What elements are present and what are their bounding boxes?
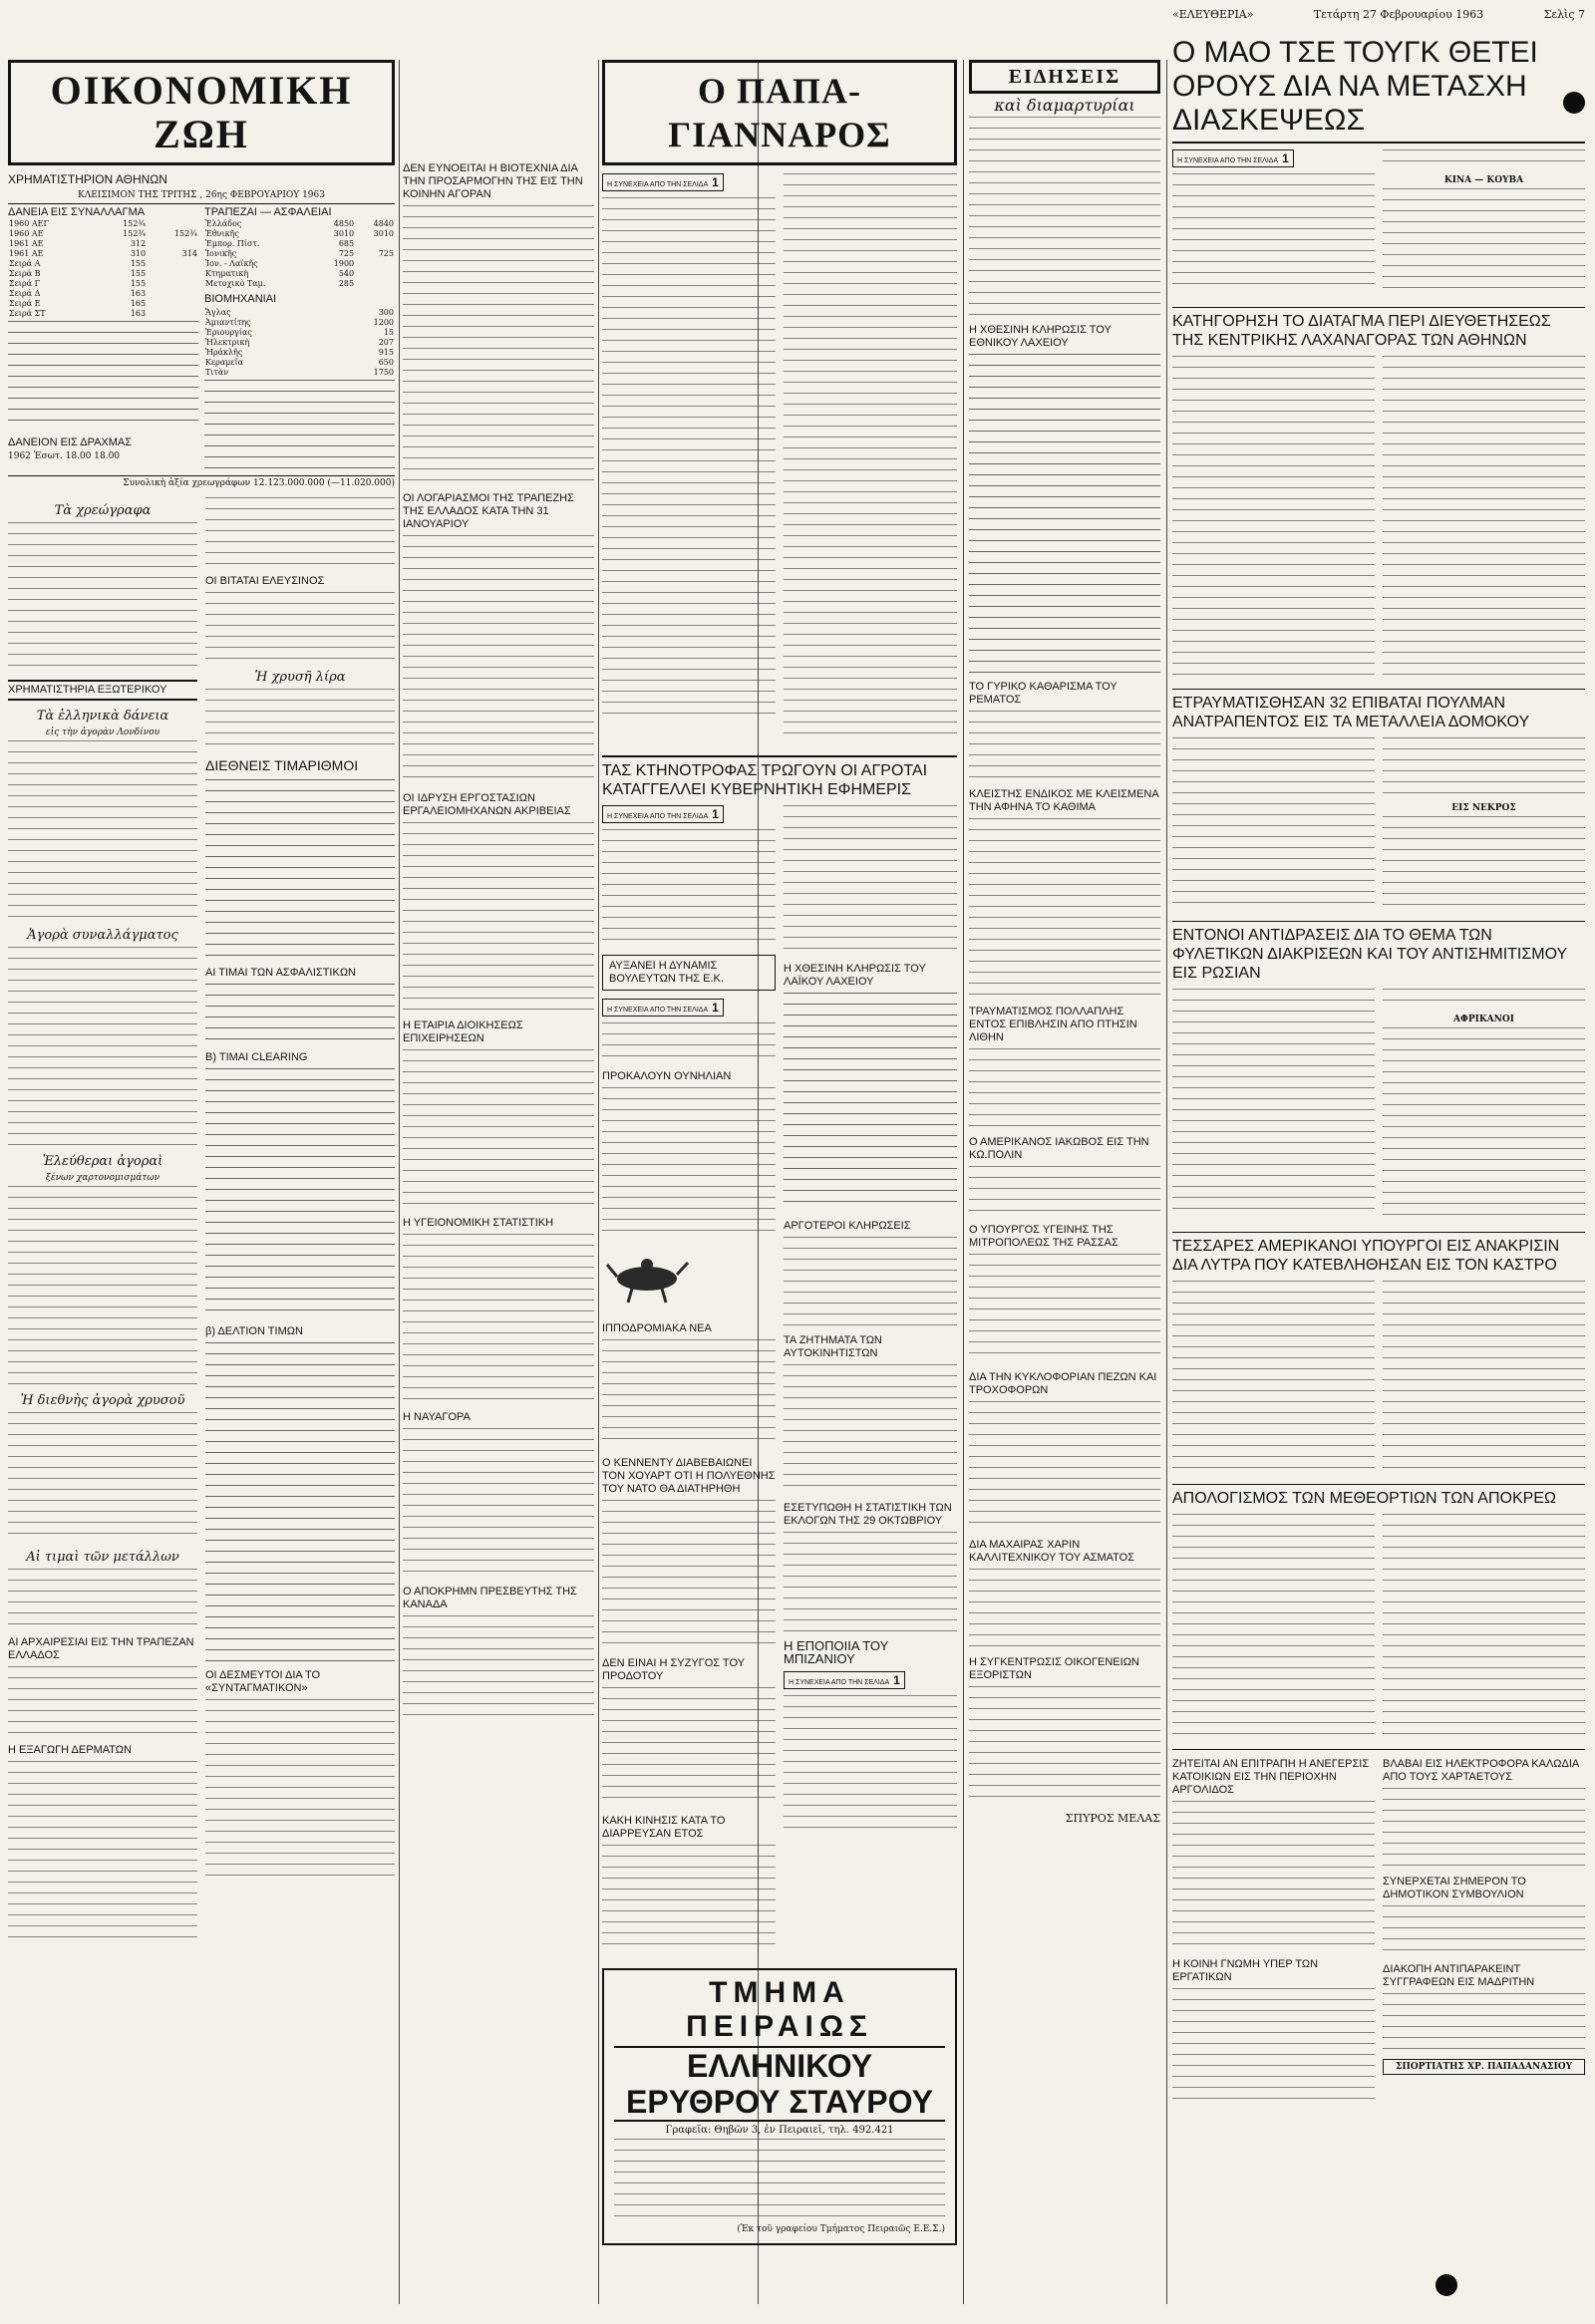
drachma-loans-row: 1962 Ἐσωτ. 18.00 18.00 xyxy=(8,451,121,461)
table-row xyxy=(204,308,395,318)
article-text xyxy=(969,818,1160,998)
table-row xyxy=(8,269,198,279)
table-cell: 163 xyxy=(130,289,147,298)
table-cell: Ἀμιαντίτης xyxy=(205,318,251,327)
article-text xyxy=(403,1234,594,1403)
continuation-tag xyxy=(602,805,724,823)
table-cell: Τιτὰν xyxy=(205,368,229,377)
table-cell xyxy=(355,259,395,269)
table-text-lines xyxy=(204,380,395,469)
pappas-column-1 xyxy=(602,171,776,747)
industry-title: ΒΙΟΜΗΧΑΝΙΑΙ xyxy=(204,293,277,305)
section-head: ΤΟ ΓΥΡΙΚΟ ΚΑΘΑΡΙΣΜΑ ΤΟΥ ΡΕΜΑΤΟΣ xyxy=(969,681,1117,706)
article-text xyxy=(1172,173,1375,293)
table-row xyxy=(204,229,395,239)
article-text xyxy=(1172,737,1375,907)
table-text-lines xyxy=(205,984,395,1043)
lead-headline: Ο ΜΑΟ ΤΣΕ ΤΟΥΓΚ ΘΕΤΕΙ ΟΡΟΥΣ ΔΙΑ ΝΑ ΜΕΤΑΣΧΗ ΔΙΑΣΚΕΨΕΩΣ xyxy=(1172,36,1585,144)
lead-column-1 xyxy=(1172,147,1375,299)
article-text xyxy=(969,117,1160,316)
text-column xyxy=(1383,735,1585,913)
two-col-block xyxy=(1172,1512,1585,1749)
table-cell: 155 xyxy=(130,259,147,268)
section-head: Η ΚΟΙΝΗ ΓΝΩΜΗ ΥΠΕΡ ΤΩΝ ΕΡΓΑΤΙΚΩΝ xyxy=(1172,1958,1319,1983)
continuation-tag xyxy=(784,1671,905,1689)
byline: ΣΠΥΡΟΣ ΜΕΛΑΣ xyxy=(1065,1812,1160,1825)
article-text xyxy=(1383,737,1585,797)
economic-subcolumns xyxy=(8,495,395,1946)
article-text xyxy=(1172,1514,1375,1743)
loans-table-wrap xyxy=(8,206,198,475)
table-cell: 15 xyxy=(383,328,394,337)
continuation-label: Η ΣΥΝΕΧΕΙΑ ΑΠΟ ΤΗΝ ΣΕΛΙΔΑ xyxy=(607,181,709,188)
section-head: Ο ΚΕΝΝΕΝΤΥ ΔΙΑΒΕΒΑΙΩΝΕΙ ΤΟΝ ΧΟΥΑΡΤ ΟΤΙ Η ΠΟΛΥΕΘΝΗΣ ΤΟΥ ΝΑΤΟ ΘΑ ΔΙΑΤΗΡΗΘΗ xyxy=(602,1457,776,1495)
article-headline: ΕΝΤΟΝΟΙ ΑΝΤΙΔΡΑΣΕΙΣ ΔΙΑ ΤΟ ΘΕΜΑ ΤΩΝ ΦΥΛΕΤΙΚΩΝ ΔΙΑΚΡΙΣΕΩΝ ΚΑΙ ΤΟΥ ΑΝΤΙΣΗΜΙΤΙΣΜΟΥ ΕΙΣ ΡΩΣΙΑΝ xyxy=(1172,921,1585,983)
table-cell: 207 xyxy=(378,338,394,347)
table-row xyxy=(204,358,395,368)
article-text xyxy=(602,1500,776,1649)
table-cell: 725 xyxy=(338,249,355,258)
section-head: Ἐλεύθεραι ἀγοραὶ xyxy=(42,1154,163,1169)
continuation-tag xyxy=(1172,149,1294,167)
section-head: Η ΕΤΑΙΡΙΑ ΔΙΟΙΚΗΣΕΩΣ ΕΠΙΧΕΙΡΗΣΕΩΝ xyxy=(403,1019,523,1044)
section-head: ΔΕΝ ΕΥΝΟΕΙΤΑΙ Η ΒΙΟΤΕΧΝΙΑ ΔΙΑ ΤΗΝ ΠΡΟΣΑΡΜΟΓΗΝ ΤΗΣ ΕΙΣ ΤΗΝ ΚΟΙΝΗΝ ΑΓΟΡΑΝ xyxy=(403,162,583,200)
column-rule xyxy=(963,60,964,2304)
section-head: ΤΡΑΥΜΑΤΙΣΜΟΣ ΠΟΛΛΑΠΛΗΣ ΕΝΤΟΣ ΕΠΙΒΛΗΣΙΝ ΑΠΟ ΠΤΗΣΙΝ ΛΙΘΗΝ xyxy=(969,1006,1137,1043)
article-text xyxy=(1383,149,1585,169)
article-text xyxy=(602,829,776,949)
article-text xyxy=(784,805,957,955)
section-head: ΔΙΑ ΜΑΧΑΙΡΑΣ ΧΑΡΙΝ ΚΑΛΛΙΤΕΧΝΙΚΟΥ ΤΟΥ ΑΣΜΑΤΟΣ xyxy=(969,1539,1135,1564)
section-head: ΚΛΕΙΣΤΗΣ ΕΝΔΙΚΟΣ ΜΕ ΚΛΕΙΣΜΕΝΑ ΤΗΝ ΑΦΗΝΑ ΤΟ ΚΑΘΙΜΑ xyxy=(969,788,1159,813)
article-text xyxy=(969,1569,1160,1648)
section-head: Ο ΑΠΟΚΡΗΜΝ ΠΡΕΣΒΕΥΤΗΣ ΤΗΣ ΚΑΝΑΔΑ xyxy=(403,1586,577,1610)
section-head: Β) ΤΙΜΑΙ CLEARING xyxy=(205,1051,308,1063)
article-text xyxy=(1383,1905,1585,1955)
exchange-subtitle: ΚΛΕΙΣΙΜΟΝ ΤΗΣ ΤΡΙΤΗΣ , 26ης ΦΕΒΡΟΥΑΡΙΟΥ 1963 xyxy=(78,190,325,200)
two-col-block xyxy=(1172,987,1585,1224)
economic-subcolumn-b xyxy=(205,495,395,1946)
section-head: ΟΙ ΔΕΣΜΕΥΤΟΙ ΔΙΑ ΤΟ «ΣΥΝΤΑΓΜΑΤΙΚΟΝ» xyxy=(205,1669,321,1694)
table-cell: Σειρά Β xyxy=(9,269,41,278)
table-cell xyxy=(147,239,198,249)
section-head: ΒΛΑΒΑΙ ΕΙΣ ΗΛΕΚΤΡΟΦΟΡΑ ΚΑΛΩΔΙΑ ΑΠΟ ΤΟΥΣ ΧΑΡΤΑΕΤΟΥΣ xyxy=(1383,1758,1579,1783)
table-cell xyxy=(147,219,198,229)
article-text xyxy=(784,1695,957,1835)
text-column xyxy=(784,803,957,1960)
table-cell: 1750 xyxy=(373,368,394,377)
table-cell: Ἐριουργίας xyxy=(205,328,252,337)
side-head: ΕΙΣ ΝΕΚΡΟΣ xyxy=(1451,803,1516,813)
red-cross-advert xyxy=(602,1968,957,2245)
section-head: Η ΧΘΕΣΙΝΗ ΚΛΗΡΩΣΙΣ ΤΟΥ ΕΘΝΙΚΟΥ ΛΑΧΕΙΟΥ xyxy=(969,324,1112,349)
advert-subtitle: ΕΛΛΗΝΙΚΟΥ ΕΡΥΘΡΟΥ ΣΤΑΥΡΟΥ xyxy=(614,2046,945,2122)
advert-text xyxy=(614,2139,945,2218)
article-text xyxy=(969,1048,1160,1128)
table-cell: Κεραμεῖα xyxy=(205,358,244,367)
article-text xyxy=(8,947,197,1146)
table-cell xyxy=(147,259,198,269)
continuation-page: 1 xyxy=(712,1001,719,1015)
section-head: ΚΑΚΗ ΚΙΝΗΣΙΣ ΚΑΤΑ ΤΟ ΔΙΑΡΡΕΥΣΑΝ ΕΤΟΣ xyxy=(602,1815,726,1840)
article-text xyxy=(403,822,594,1012)
article-text xyxy=(205,592,395,662)
news-subtitle: καὶ διαμαρτυρίαι xyxy=(994,96,1135,115)
two-col-block xyxy=(602,803,957,1960)
article-text xyxy=(602,1845,776,1954)
section-head: ΤΑ ΖΗΤΗΜΑΤΑ ΤΩΝ ΑΥΤΟΚΙΝΗΤΙΣΤΩΝ xyxy=(784,1334,882,1359)
advert-address: Γραφεῖα: Θηβῶν 3, ἐν Πειραιεῖ, τηλ. 492.421 xyxy=(665,2125,894,2136)
table-row xyxy=(204,338,395,348)
text-column xyxy=(1383,987,1585,1224)
economic-subcolumn-a xyxy=(8,495,197,1946)
two-col-block xyxy=(1172,354,1585,681)
article-text xyxy=(1383,1788,1585,1868)
economic-column-c xyxy=(403,154,594,2324)
article-text xyxy=(784,173,957,741)
doctor-advert: ΣΠΟΡΤΙΑΤΗΣ ΧΡ. ΠΑΠΑΔΑΝΑΣΙΟΥ xyxy=(1383,2059,1585,2075)
article-headline: ΑΠΟΛΟΓΙΣΜΟΣ ΤΩΝ ΜΕΘΕΟΡΤΙΩΝ ΤΩΝ ΑΠΟΚΡΕΩ xyxy=(1172,1484,1585,1508)
article-headline: ΤΑΣ ΚΤΗΝΟΤΡΟΦΑΣ ΤΡΩΓΟΥΝ ΟΙ ΑΓΡΟΤΑΙ ΚΑΤΑΓΓΕΛΛΕΙ ΚΥΒΕΡΝΗΤΙΚΗ ΕΦΗΜΕΡΙΣ xyxy=(602,755,957,799)
news-masthead: ΕΙΔΗΣΕΙΣ xyxy=(969,60,1160,94)
section-head: β) ΔΕΛΤΙΟΝ ΤΙΜΩΝ xyxy=(205,1325,303,1337)
table-row xyxy=(8,299,198,309)
table-cell: Ἄγλας xyxy=(205,308,231,317)
table-cell xyxy=(355,279,395,289)
article-text xyxy=(8,1666,197,1736)
section-masthead: ΟΙΚΟΝΟΜΙΚΗ ΖΩΗ xyxy=(8,60,395,165)
table-row xyxy=(8,289,198,299)
table-cell: 3010 xyxy=(373,229,394,238)
economic-section xyxy=(8,60,395,2324)
article-text xyxy=(1383,188,1585,288)
article-text xyxy=(969,1166,1160,1216)
article-text xyxy=(602,1687,776,1807)
article-text xyxy=(205,689,395,748)
text-column xyxy=(1172,1750,1375,2114)
pappas-columns xyxy=(602,171,957,747)
article-headline: ΕΤΡΑΥΜΑΤΙΣΘΗΣΑΝ 32 ΕΠΙΒΑΤΑΙ ΠΟΥΛΜΑΝ ΑΝΑΤΡΑΠΕΝΤΟΣ ΕΙΣ ΤΑ ΜΕΤΑΛΛΕΙΑ ΔΟΜΟΚΟΥ xyxy=(1172,689,1585,731)
papa-giannaros-article xyxy=(602,60,957,2324)
article-text xyxy=(403,1049,594,1209)
article-text xyxy=(1383,816,1585,906)
table-row xyxy=(8,309,198,319)
table-cell: Σειρά ΣΤ xyxy=(9,309,46,318)
section-head: Αἱ τιμαὶ τῶν μετάλλων xyxy=(26,1550,179,1565)
section-head: ΔΙΑ ΤΗΝ ΚΥΚΛΟΦΟΡΙΑΝ ΠΕΖΩΝ ΚΑΙ ΤΡΟΧΟΦΟΡΩΝ xyxy=(969,1371,1157,1396)
table-row xyxy=(204,368,395,378)
section-head: ΟΙ ΙΔΡΥΣΗ ΕΡΓΟΣΤΑΣΙΩΝ ΕΡΓΑΛΕΙΟΜΗΧΑΝΩΝ ΑΚΡΙΒΕΙΑΣ xyxy=(403,792,571,817)
table-cell: 312 xyxy=(130,239,147,248)
foreign-news-column xyxy=(1172,28,1585,2324)
table-text-lines xyxy=(205,1068,395,1317)
table-cell xyxy=(147,279,198,289)
table-cell: 1960 ΑΕΓ xyxy=(9,219,50,228)
section-head: Η ΝΑΥΑΓΟΡΑ xyxy=(403,1411,471,1423)
table-row xyxy=(8,259,198,269)
section-head: ΙΠΠΟΔΡΟΜΙΑΚΑ ΝΕΑ xyxy=(602,1322,712,1334)
continuation-page: 1 xyxy=(893,1673,900,1687)
table-cell: 310 xyxy=(130,249,147,258)
table-cell: 152¾ xyxy=(123,229,147,238)
table-cell: 725 xyxy=(378,249,394,258)
article-text xyxy=(1172,989,1375,1218)
section-head: ΟΙ ΒΙΤΑΤΑΙ ΕΛΕΥΣΙΝΟΣ xyxy=(205,575,325,587)
article-text xyxy=(1383,1514,1585,1743)
section-head: ΔΙΕΘΝΕΙΣ ΤΙΜΑΡΙΘΜΟΙ xyxy=(205,757,359,773)
lead-columns xyxy=(1172,147,1585,299)
section-head: Ἡ χρυσῆ λίρα xyxy=(254,670,346,685)
section-head: Τὰ ἑλληνικὰ δάνεια xyxy=(36,709,169,724)
table-cell: Ἐθνικῆς xyxy=(205,229,239,238)
industry-table xyxy=(204,308,395,378)
pappas-column-2 xyxy=(784,171,957,747)
advert-note: (Ἐκ τοῦ γραφείου Τμήματος Πειραιῶς Ε.Ε.Σ.) xyxy=(737,2224,945,2234)
table-cell: Ἠλεκτρικὴ xyxy=(205,338,250,347)
table-cell: 300 xyxy=(378,308,394,317)
article-text xyxy=(205,497,395,567)
two-col-block xyxy=(1172,735,1585,913)
section-head: ΣΥΝΕΡΧΕΤΑΙ ΣΗΜΕΡΟΝ ΤΟ ΔΗΜΟΤΙΚΟΝ ΣΥΜΒΟΥΛΙΟΝ xyxy=(1383,1876,1526,1900)
table-cell: 165 xyxy=(130,299,147,308)
table-row xyxy=(204,269,395,279)
exchange-title: ΧΡΗΜΑΤΙΣΤΗΡΙΟΝ ΑΘΗΝΩΝ xyxy=(8,172,167,186)
continuation-page: 1 xyxy=(1282,151,1289,165)
article-text xyxy=(8,522,197,672)
section-head: Η ΧΘΕΣΙΝΗ ΚΛΗΡΩΣΙΣ ΤΟΥ ΛΑΪΚΟΥ ΛΑΧΕΙΟΥ xyxy=(784,963,926,988)
table-cell: Σειρά Ε xyxy=(9,299,41,308)
advert-title: ΤΜΗΜΑ ΠΕΙΡΑΙΩΣ xyxy=(686,1976,873,2043)
table-row xyxy=(8,249,198,259)
article-text xyxy=(1383,989,1585,1009)
article-text xyxy=(602,197,776,716)
page-number: Σελὶς 7 xyxy=(1543,8,1585,21)
section-subhead: εἰς τὴν ἀγορὰν Λονδίνου xyxy=(45,727,160,737)
lottery-numbers xyxy=(969,354,1160,673)
article-text xyxy=(1383,356,1585,675)
paper-name: «ΕΛΕΥΘΕΡΙΑ» xyxy=(1172,8,1254,21)
article-headline: ΚΑΤΗΓΟΡΗΣΗ ΤΟ ΔΙΑΤΑΓΜΑ ΠΕΡΙ ΔΙΕΥΘΕΤΗΣΕΩΣ ΤΗΣ ΚΕΝΤΡΙΚΗΣ ΛΑΧΑΝΑΓΟΡΑΣ ΤΩΝ ΑΘΗΝΩΝ xyxy=(1172,307,1585,350)
table-cell: Κτηματικὴ xyxy=(205,269,249,278)
article-text xyxy=(969,1401,1160,1531)
article-text xyxy=(1172,1281,1375,1470)
table-cell: 3010 xyxy=(333,229,355,238)
article-text xyxy=(784,1237,957,1326)
article-text xyxy=(1383,1027,1585,1217)
total-value-line: Συνολικὴ ἀξία χρεωγράφων 12.123.000.000 (—11.020.000) xyxy=(123,478,395,488)
table-cell: 155 xyxy=(130,279,147,288)
article-text xyxy=(8,1186,197,1385)
table-row xyxy=(204,328,395,338)
continuation-tag xyxy=(602,173,724,191)
page-dateline xyxy=(1172,8,1585,21)
table-cell: 650 xyxy=(378,358,394,367)
section-head: ΔΙΑΚΟΠΗ ΑΝΤΙΠΑΡΑΚΕΙΝΤ ΣΥΓΓΡΑΦΕΩΝ ΕΙΣ ΜΑΔΡΙΤΗΝ xyxy=(1383,1963,1535,1988)
lead-column-2 xyxy=(1383,147,1585,299)
text-column xyxy=(1383,1750,1585,2114)
table-cell: 1960 ΑΕ xyxy=(9,229,44,238)
article-text xyxy=(403,205,594,484)
loans-title: ΔΑΝΕΙΑ ΕΙΣ ΣΥΝΑΛΛΑΓΜΑ xyxy=(8,206,146,218)
continuation-page: 1 xyxy=(712,175,719,189)
table-cell: 1900 xyxy=(333,259,355,268)
continuation-label: Η ΣΥΝΕΧΕΙΑ ΑΠΟ ΤΗΝ ΣΕΛΙΔΑ xyxy=(1177,157,1279,164)
article-text xyxy=(969,1254,1160,1363)
table-cell xyxy=(355,239,395,249)
article-text xyxy=(784,1364,957,1494)
section-head: ΔΕΝ ΕΙΝΑΙ Η ΣΥΖΥΓΟΣ ΤΟΥ ΠΡΟΔΟΤΟΥ xyxy=(602,1657,745,1682)
table-cell xyxy=(147,299,198,309)
table-cell: 4850 xyxy=(333,219,355,228)
loans-table xyxy=(8,219,198,319)
table-cell: 285 xyxy=(338,279,355,288)
table-cell: 1961 ΑΕ xyxy=(9,249,44,258)
table-cell: Μετοχικὸ Ταμ. xyxy=(205,279,266,288)
article-text xyxy=(1172,1801,1375,1950)
article-text xyxy=(969,1686,1160,1806)
section-head: ΕΣΕΤΥΠΩΘΗ Η ΣΤΑΤΙΣΤΙΚΗ ΤΩΝ ΕΚΛΟΓΩΝ ΤΗΣ 29 ΟΚΤΩΒΡΙΟΥ xyxy=(784,1502,952,1527)
table-row xyxy=(204,219,395,229)
article-text xyxy=(8,740,197,920)
section-head: Ο ΥΠΟΥΡΓΟΣ ΥΓΕΙΝΗΣ ΤΗΣ ΜΙΤΡΟΠΟΛΕΩΣ ΤΗΣ ΡΑΣΣΑΣ xyxy=(969,1224,1118,1249)
table-cell: 1200 xyxy=(373,318,394,327)
section-head: ΧΡΗΜΑΤΙΣΤΗΡΙΑ ΕΞΩΤΕΡΙΚΟΥ xyxy=(8,680,197,701)
article-text xyxy=(969,711,1160,780)
article-text xyxy=(403,1428,594,1578)
section-head: Η ΕΞΑΓΩΓΗ ΔΕΡΜΑΤΩΝ xyxy=(8,1744,132,1756)
section-head: ΑΙ ΑΡΧΑΙΡΕΣΙΑΙ ΕΙΣ ΤΗΝ ΤΡΑΠΕΖΑΝ ΕΛΛΑΔΟΣ xyxy=(8,1636,194,1661)
table-row xyxy=(204,239,395,249)
table-cell: Ἐμπορ. Πίστ. xyxy=(205,239,260,248)
column-rule xyxy=(1166,60,1167,2304)
continuation-label: Η ΣΥΝΕΧΕΙΑ ΑΠΟ ΤΗΝ ΣΕΛΙΔΑ xyxy=(789,1679,890,1686)
binder-hole-icon xyxy=(1436,2274,1457,2296)
table-row xyxy=(8,219,198,229)
lottery-numbers xyxy=(784,993,957,1212)
article-text xyxy=(1172,1988,1375,2108)
table-cell: Σειρά Α xyxy=(9,259,41,268)
table-row xyxy=(204,279,395,289)
drachma-loans-title: ΔΑΝΕΙΟΝ ΕΙΣ ΔΡΑΧΜΑΣ xyxy=(8,436,133,448)
table-cell: 915 xyxy=(378,348,394,357)
issue-date: Τετάρτη 27 Φεβρουαρίου 1963 xyxy=(1313,8,1484,21)
article-text xyxy=(1383,1993,1585,2053)
article-text xyxy=(602,1022,776,1062)
table-cell xyxy=(147,309,198,319)
continuation-label: Η ΣΥΝΕΧΕΙΑ ΑΠΟ ΤΗΝ ΣΕΛΙΔΑ xyxy=(607,1007,709,1014)
section-subhead: ξένων χαρτονομισμάτων xyxy=(45,1173,160,1183)
table-text-lines xyxy=(205,1342,395,1661)
table-row xyxy=(204,249,395,259)
column-rule xyxy=(598,60,599,2304)
banks-title: ΤΡΑΠΕΖΑΙ — ΑΣΦΑΛΕΙΑΙ xyxy=(204,206,332,218)
banks-table-wrap xyxy=(204,206,395,475)
side-head: ΚΙΝΑ — ΚΟΥΒΑ xyxy=(1443,175,1524,185)
table-cell: Ἑλλάδος xyxy=(205,219,242,228)
article-text xyxy=(1172,356,1375,675)
section-head: ΑΙ ΤΙΜΑΙ ΤΩΝ ΑΣΦΑΛΙΣΤΙΚΩΝ xyxy=(205,967,356,979)
exchange-tables xyxy=(8,203,395,476)
table-cell: Ἰον. - Λαϊκῆς xyxy=(205,259,258,268)
two-col-block xyxy=(1172,1279,1585,1476)
table-cell: 1961 ΑΕ xyxy=(9,239,44,248)
table-row xyxy=(8,229,198,239)
side-head: ΑΦΡΙΚΑΝΟΙ xyxy=(1453,1015,1514,1024)
table-cell: 152¾ xyxy=(123,219,147,228)
table-cell: 685 xyxy=(338,239,355,248)
article-headline: ΤΕΣΣΑΡΕΣ ΑΜΕΡΙΚΑΝΟΙ ΥΠΟΥΡΓΟΙ ΕΙΣ ΑΝΑΚΡΙΣΙΝ ΔΙΑ ΛΥΤΡΑ ΠΟΥ ΚΑΤΕΒΛΗΘΗΣΑΝ ΕΙΣ ΤΟΝ ΚΑΣΤΡΟ xyxy=(1172,1232,1585,1275)
article-text xyxy=(403,535,594,784)
table-cell: Σειρά Γ xyxy=(9,279,41,288)
continuation-tag xyxy=(602,999,724,1017)
table-cell: 152¾ xyxy=(173,229,197,238)
table-text-lines xyxy=(205,779,395,959)
table-cell: Ἡράκλῆς xyxy=(205,348,243,357)
boxed-headline-text: ΑΥΞΑΝΕΙ Η ΔΥΝΑΜΙΣ ΒΟΥΛΕΥΤΩΝ ΤΗΣ Ε.Κ. xyxy=(609,960,724,985)
table-cell: 4840 xyxy=(373,219,394,228)
table-row xyxy=(8,279,198,289)
continuation-page: 1 xyxy=(712,807,719,821)
table-row xyxy=(204,348,395,358)
banks-table xyxy=(204,219,395,289)
table-cell: 314 xyxy=(181,249,197,258)
table-cell xyxy=(147,269,198,279)
column-rule xyxy=(399,60,400,2304)
table-cell xyxy=(147,289,198,299)
section-head: Η ΥΓΕΙΟΝΟΜΙΚΗ ΣΤΑΤΙΣΤΙΚΗ xyxy=(403,1217,554,1229)
article-text xyxy=(8,1761,197,1940)
continuation-label: Η ΣΥΝΕΧΕΙΑ ΑΠΟ ΤΗΝ ΣΕΛΙΔΑ xyxy=(607,813,709,820)
table-text-lines xyxy=(8,321,198,431)
table-row xyxy=(204,259,395,269)
boxed-headline xyxy=(602,955,776,991)
binder-hole-icon xyxy=(1563,92,1585,114)
table-cell: 163 xyxy=(130,309,147,318)
section-head: Ἡ διεθνὴς ἀγορὰ χρυσοῦ xyxy=(20,1393,185,1408)
article-text xyxy=(1383,1281,1585,1470)
text-column xyxy=(602,803,776,1960)
section-head: ΑΡΓΟΤΕΡΟΙ ΚΛΗΡΩΣΕΙΣ xyxy=(784,1220,911,1232)
section-head: ΖΗΤΕΙΤΑΙ ΑΝ ΕΠΙΤΡΑΠΗ Η ΑΝΕΓΕΡΣΙΣ ΚΑΤΟΙΚΙΩΝ ΕΙΣ ΤΗΝ ΠΕΡΙΟΧΗΝ ΑΡΓΟΛΙΔΟΣ xyxy=(1172,1758,1370,1796)
article-text xyxy=(403,1615,594,1725)
table-cell: Σειρά Δ xyxy=(9,289,41,298)
table-row xyxy=(8,239,198,249)
section-head: Ἀγορὰ συναλλάγματος xyxy=(27,928,178,943)
section-head: ΠΡΟΚΑΛΟΥΝ ΟΥΝΗΛΙΑΝ xyxy=(602,1070,732,1082)
article-text xyxy=(8,1569,197,1628)
news-column xyxy=(969,60,1160,2324)
article-text xyxy=(205,1699,395,1879)
section-head: ΟΙ ΛΟΓΑΡΙΑΣΜΟΙ ΤΗΣ ΤΡΑΠΕΖΗΣ ΤΗΣ ΕΛΛΑΔΟΣ ΚΑΤΑ ΤΗΝ 31 ΙΑΝΟΥΑΡΙΟΥ xyxy=(403,492,574,530)
article-masthead: Ο ΠΑΠΑ-ΓΙΑΝΝΑΡΟΣ xyxy=(602,60,957,165)
table-cell: 540 xyxy=(338,269,355,278)
table-cell: Ἰονικῆς xyxy=(205,249,237,258)
table-cell: 155 xyxy=(130,269,147,278)
section-head: Τὰ χρεώγραφα xyxy=(54,503,152,518)
article-text xyxy=(602,1339,776,1449)
bottom-columns xyxy=(1172,1749,1585,2114)
article-text xyxy=(784,1532,957,1631)
article-text xyxy=(602,1087,776,1237)
section-head: Η ΣΥΓΚΕΝΤΡΩΣΙΣ ΟΙΚΟΓΕΝΕΙΩΝ ΕΞΟΡΙΣΤΩΝ xyxy=(969,1656,1139,1681)
section-head: Ο ΑΜΕΡΙΚΑΝΟΣ ΙΑΚΩΒΟΣ ΕΙΣ ΤΗΝ ΚΩ.ΠΟΛΙΝ xyxy=(969,1136,1149,1161)
article-text xyxy=(8,1412,197,1542)
section-head: Η ΕΠΟΠΟΙΙΑ ΤΟΥ ΜΠΙΖΑΝΙΟΥ xyxy=(784,1638,889,1666)
table-row xyxy=(204,318,395,328)
horse-racing-emblem-icon xyxy=(602,1247,692,1307)
table-cell xyxy=(355,269,395,279)
